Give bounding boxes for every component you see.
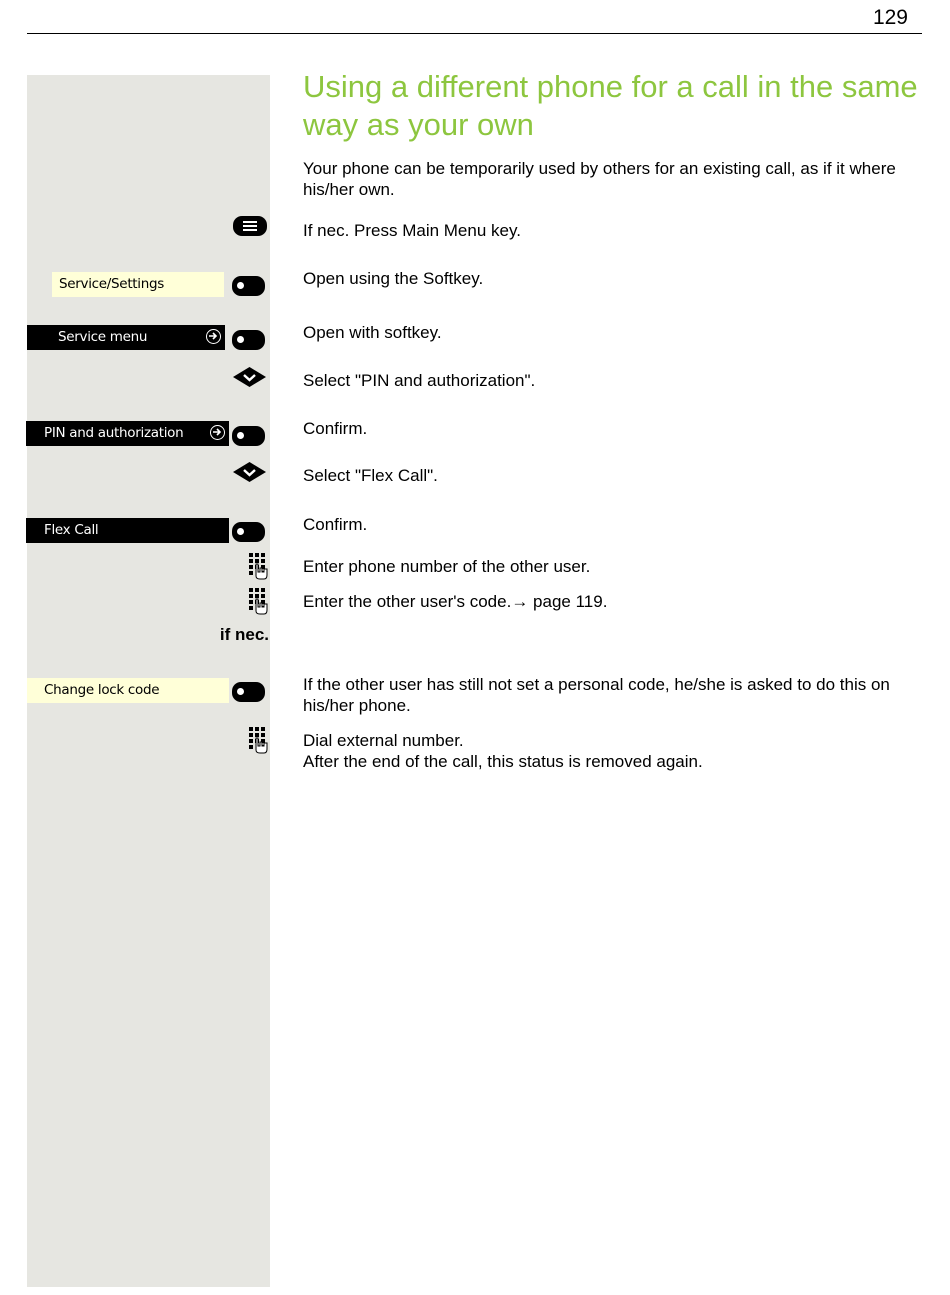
service-menu-label <box>27 325 225 350</box>
pin-authorization-label-text: PIN and authorization <box>44 425 184 441</box>
page-number: 129 <box>872 6 908 29</box>
step-enter-code-text <box>303 591 928 612</box>
step-open-softkey-text: Open using the Softkey. <box>303 269 484 288</box>
softkey-icon[interactable] <box>232 426 265 446</box>
if-nec-label: if nec. <box>219 625 269 644</box>
softkey-icon[interactable] <box>232 522 265 542</box>
step-select-pin-text: Select "PIN and authorization". <box>303 371 536 390</box>
intro-text: Your phone can be temporarily used by others for an existing call, as if it where his/her own. <box>303 159 896 199</box>
step-select-flex-call-text: Select "Flex Call". <box>303 466 438 485</box>
navigation-rocker-icon[interactable] <box>233 462 266 487</box>
keypad-icon[interactable] <box>248 726 268 759</box>
step-confirm-text: Confirm. <box>303 419 368 438</box>
step-enter-number-text: Enter phone number of the other user. <box>303 557 591 576</box>
softkey-icon[interactable] <box>232 330 265 350</box>
step-dial-external-text: Dial external number. <box>303 731 464 750</box>
step-main-menu-text: If nec. Press Main Menu key. <box>303 221 521 240</box>
keypad-icon[interactable] <box>248 587 268 620</box>
keypad-icon[interactable] <box>248 552 268 585</box>
arrow-right-icon <box>206 329 221 344</box>
service-settings-label: Service/Settings <box>52 272 224 297</box>
service-menu-label-text: Service menu <box>58 329 148 345</box>
arrow-right-icon <box>210 425 225 440</box>
page-title: Using a different phone for a call in the same way as your own <box>303 69 918 142</box>
step-enter-code-main: Enter the other user's code. <box>303 592 512 611</box>
step-open-with-softkey-text: Open with softkey. <box>303 323 442 342</box>
page-reference-link[interactable]: page 119. <box>533 592 608 611</box>
softkey-icon[interactable] <box>232 682 265 702</box>
step-status-removed-text: After the end of the call, this status is removed again. <box>303 752 703 771</box>
navigation-rocker-icon[interactable] <box>233 367 266 392</box>
step-confirm-flex-text: Confirm. <box>303 515 368 534</box>
header-rule <box>27 33 922 34</box>
softkey-icon[interactable] <box>232 276 265 296</box>
flex-call-label: Flex Call <box>26 518 229 543</box>
step-personal-code-text: If the other user has still not set a personal code, he/she is asked to do this on his/her phone. <box>303 675 890 715</box>
arrow-right-icon: → <box>511 592 529 611</box>
change-lock-code-label: Change lock code <box>27 678 229 703</box>
pin-authorization-label <box>26 421 229 446</box>
main-menu-key-icon[interactable] <box>233 216 267 241</box>
